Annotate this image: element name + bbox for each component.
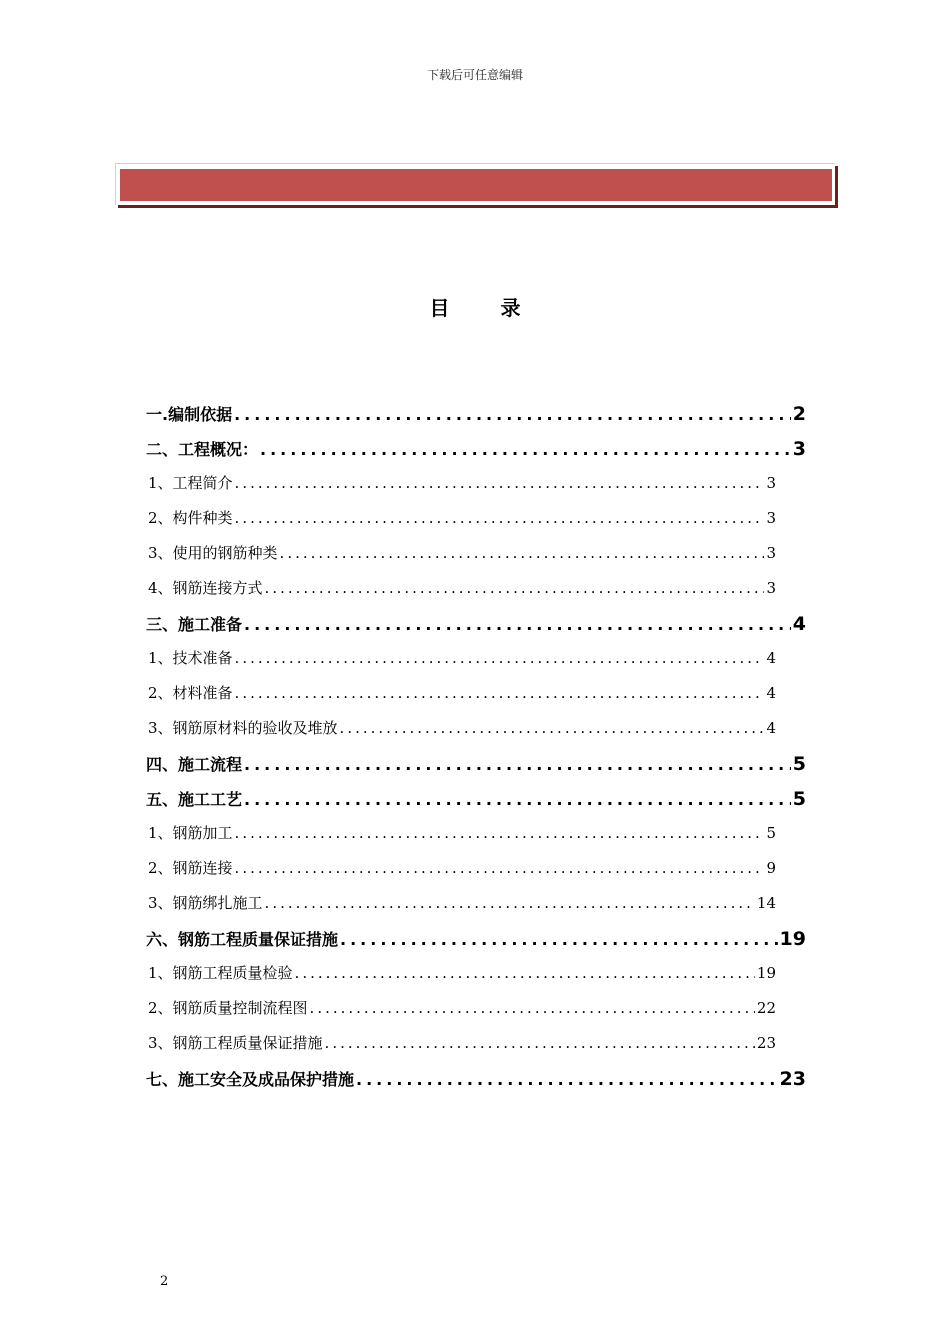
toc-entry-page: 5	[766, 824, 776, 842]
toc-entry-page: 19	[779, 928, 806, 950]
toc-leader-dots	[295, 964, 755, 982]
toc-title: 目 录	[429, 296, 543, 320]
toc-leader-dots	[244, 755, 791, 774]
toc-entry-label: 3、使用的钢筋种类	[148, 544, 278, 562]
toc-entry-label: 七、施工安全及成品保护措施	[146, 1070, 355, 1089]
toc-entry[interactable]	[146, 927, 806, 962]
toc-leader-dots	[310, 999, 755, 1017]
toc-entry-label: 二、工程概况：	[146, 440, 259, 459]
toc-entry[interactable]	[146, 647, 776, 682]
toc-entry[interactable]	[146, 507, 776, 542]
toc-leader-dots	[244, 790, 791, 809]
toc-leader-dots	[340, 930, 778, 949]
toc-leader-dots	[235, 859, 765, 877]
toc-entry-label: 1、钢筋加工	[148, 824, 233, 842]
toc-leader-dots	[260, 440, 791, 459]
toc-leader-dots	[235, 684, 765, 702]
toc-entry-page: 3	[766, 474, 776, 492]
toc-leader-dots	[325, 1034, 755, 1052]
toc-entry[interactable]	[146, 402, 806, 437]
toc-leader-dots	[244, 615, 791, 634]
toc-entry-label: 2、构件种类	[148, 509, 233, 527]
toc-entry-label: 六、钢筋工程质量保证措施	[146, 930, 339, 949]
title-banner-frame	[115, 163, 835, 205]
toc-entry-page: 23	[756, 1034, 776, 1052]
toc-leader-dots	[280, 544, 765, 562]
toc-entry-page: 2	[792, 403, 806, 425]
toc-entry-label: 四、施工流程	[146, 755, 243, 774]
toc-entry-label: 三、施工准备	[146, 615, 243, 634]
toc-entry-label: 2、钢筋连接	[148, 859, 233, 877]
toc-entry-page: 14	[756, 894, 776, 912]
toc-entry-page: 22	[756, 999, 776, 1017]
toc-entry[interactable]	[146, 437, 806, 472]
table-of-contents	[146, 402, 806, 1102]
toc-entry[interactable]	[146, 542, 776, 577]
toc-entry[interactable]	[146, 787, 806, 822]
toc-entry-page: 9	[766, 859, 776, 877]
toc-entry[interactable]	[146, 1032, 776, 1067]
toc-entry-label: 五、施工工艺	[146, 790, 243, 809]
toc-entry-page: 5	[792, 753, 806, 775]
toc-entry-label: 一.编制依据	[146, 405, 233, 424]
toc-entry[interactable]	[146, 752, 806, 787]
toc-entry-label: 4、钢筋连接方式	[148, 579, 263, 597]
toc-entry[interactable]	[146, 612, 806, 647]
toc-entry[interactable]	[146, 1067, 806, 1102]
toc-entry-page: 3	[766, 579, 776, 597]
page-number: 2	[160, 1274, 169, 1289]
toc-entry-page: 3	[766, 544, 776, 562]
toc-leader-dots	[234, 405, 791, 424]
header-note: 下载后可任意编辑	[426, 68, 523, 82]
toc-entry-label: 3、钢筋工程质量保证措施	[148, 1034, 323, 1052]
toc-entry[interactable]	[146, 682, 776, 717]
toc-entry-label: 1、技术准备	[148, 649, 233, 667]
toc-entry-page: 3	[792, 438, 806, 460]
toc-entry[interactable]	[146, 892, 776, 927]
toc-entry-page: 23	[779, 1068, 806, 1090]
toc-leader-dots	[235, 509, 765, 527]
toc-entry-label: 1、钢筋工程质量检验	[148, 964, 293, 982]
toc-entry[interactable]	[146, 577, 776, 612]
toc-leader-dots	[265, 894, 755, 912]
toc-entry-label: 3、钢筋原材料的验收及堆放	[148, 719, 338, 737]
toc-entry[interactable]	[146, 717, 776, 752]
title-banner	[120, 169, 832, 201]
toc-entry[interactable]	[146, 997, 776, 1032]
toc-entry-page: 5	[792, 788, 806, 810]
toc-entry-page: 4	[766, 684, 776, 702]
toc-entry[interactable]	[146, 822, 776, 857]
toc-entry-page: 19	[756, 964, 776, 982]
toc-entry-page: 3	[766, 509, 776, 527]
toc-leader-dots	[235, 474, 765, 492]
toc-leader-dots	[235, 824, 765, 842]
toc-entry-label: 3、钢筋绑扎施工	[148, 894, 263, 912]
toc-leader-dots	[235, 649, 765, 667]
toc-entry-label: 1、工程简介	[148, 474, 233, 492]
toc-entry-label: 2、材料准备	[148, 684, 233, 702]
toc-entry[interactable]	[146, 857, 776, 892]
toc-leader-dots	[265, 579, 765, 597]
toc-leader-dots	[356, 1070, 778, 1089]
toc-leader-dots	[340, 719, 765, 737]
toc-entry-label: 2、钢筋质量控制流程图	[148, 999, 308, 1017]
toc-entry[interactable]	[146, 962, 776, 997]
toc-entry-page: 4	[766, 719, 776, 737]
toc-entry-page: 4	[792, 613, 806, 635]
toc-entry[interactable]	[146, 472, 776, 507]
toc-entry-page: 4	[766, 649, 776, 667]
